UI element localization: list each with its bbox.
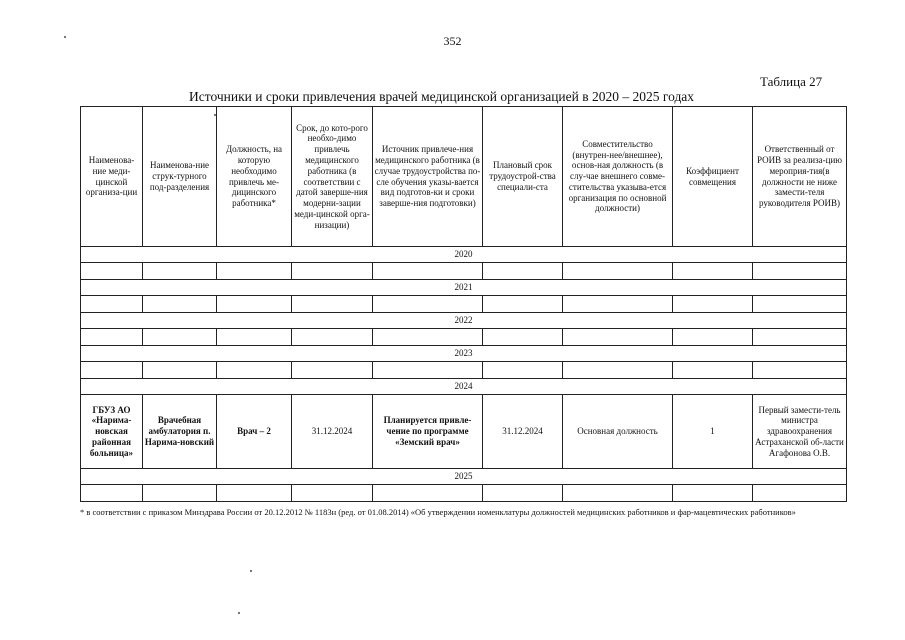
column-header-planned-date: Плановый срок трудоустрой-ства специали-ста xyxy=(483,107,563,247)
empty-row xyxy=(81,263,847,280)
year-row xyxy=(81,346,847,362)
header-row xyxy=(81,107,847,247)
year-label: 2025 xyxy=(81,469,847,485)
cell-source: Планируется привле-чение по программе «Земский врач» xyxy=(373,395,483,469)
column-header-combination: Совместительство (внутрен-нее/внешнее), основ-ная должность (в слу-чае внешнего совме-стительства указыва-ется организация по основной должности) xyxy=(563,107,673,247)
column-header-position: Должность, на которую необходимо привлечь ме-дицинского работника* xyxy=(217,107,292,247)
footnote: * в соответствии с приказом Минздрава России от 20.12.2012 № 1183н (ред. от 01.08.2014) «Об утверждении номенклатуры должностей медицинских работников и фар-мацевтических работников» xyxy=(80,507,796,517)
column-header-subdivision: Наименова-ние струк-турного под-разделения xyxy=(143,107,217,247)
cell-organization: ГБУЗ АО «Нарима-новская районная больница» xyxy=(81,395,143,469)
column-header-coefficient: Коэффициент совмещения xyxy=(673,107,753,247)
cell-coefficient: 1 xyxy=(673,395,753,469)
column-header-source: Источник привлече-ния медицинского работника (в случае трудоустройства по-сле обучения указы-вается вид подготов-ки и сроки заверше-ния подготовки) xyxy=(373,107,483,247)
cell-planned-date: 31.12.2024 xyxy=(483,395,563,469)
empty-row xyxy=(81,329,847,346)
cell-subdivision: Врачебная амбулатория п. Нарима-новский xyxy=(143,395,217,469)
year-row xyxy=(81,247,847,263)
empty-row xyxy=(81,296,847,313)
year-label: 2024 xyxy=(81,379,847,395)
year-label: 2020 xyxy=(81,247,847,263)
cell-combination: Основная должность xyxy=(563,395,673,469)
cell-deadline: 31.12.2024 xyxy=(292,395,373,469)
scan-speck xyxy=(214,114,216,116)
page-number: 352 xyxy=(443,34,462,48)
scan-speck xyxy=(238,612,240,614)
year-row xyxy=(81,280,847,296)
cell-responsible: Первый замести-тель министра здравоохранения Астраханской об-ласти Агафонова О.В. xyxy=(753,395,847,469)
year-row xyxy=(81,313,847,329)
column-header-organization: Наименова-ние меди-цинской организа-ции xyxy=(81,107,143,247)
empty-row xyxy=(81,485,847,502)
year-label: 2023 xyxy=(81,346,847,362)
table-title: Источники и сроки привлечения врачей медицинской организацией в 2020 – 2025 годах xyxy=(189,89,695,104)
column-header-responsible: Ответственный от РОИВ за реализа-цию мероприя-тия(в должности не ниже замести-теля руководителя РОИВ) xyxy=(753,107,847,247)
sources-table xyxy=(80,106,847,502)
empty-row xyxy=(81,362,847,379)
year-row xyxy=(81,379,847,395)
column-header-deadline: Срок, до кото-рого необхо-димо привлечь медицинского работника (в соответствии с датой заверше-ния модерни-зации меди-цинской орга-низации) xyxy=(292,107,373,247)
table-row xyxy=(81,395,847,469)
year-row xyxy=(81,469,847,485)
scan-speck xyxy=(250,570,252,572)
year-label: 2021 xyxy=(81,280,847,296)
scan-speck xyxy=(64,36,66,38)
cell-position: Врач – 2 xyxy=(217,395,292,469)
table-label: Таблица 27 xyxy=(760,74,823,89)
year-label: 2022 xyxy=(81,313,847,329)
